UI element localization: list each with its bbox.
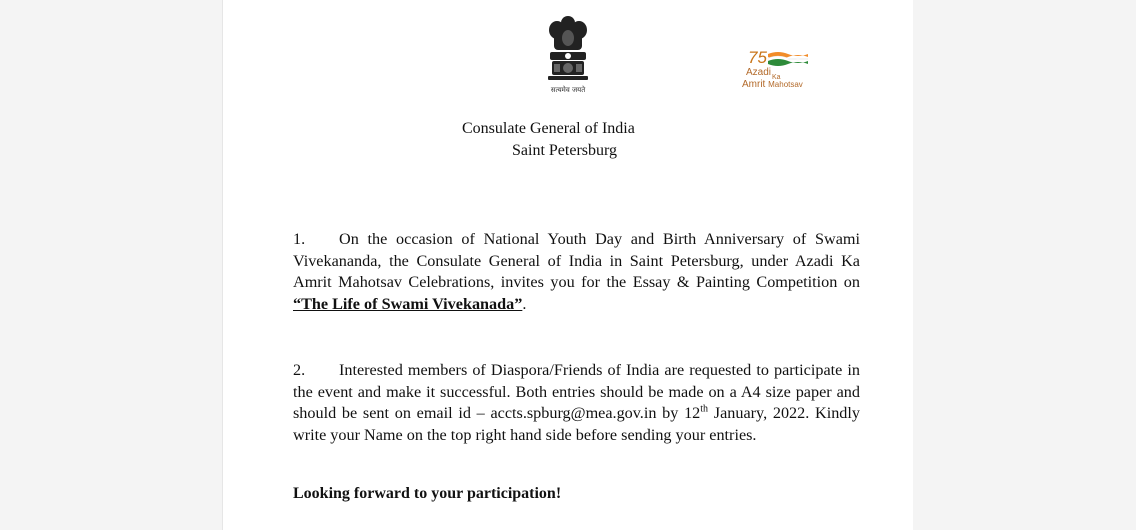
consulate-city: Saint Petersburg — [512, 142, 618, 159]
paragraph-2-text: Interested members of Diaspora/Friends of India are requested to participate in the event and make it successful. Both entries should be made on a A4 size paper and should be sent on email id – accts.spburg@mea.gov.in by 12 — [293, 361, 860, 422]
paragraph-2 — [293, 360, 860, 446]
paragraph-1 — [293, 229, 860, 315]
left-margin — [0, 0, 223, 530]
date-superscript: th — [700, 403, 709, 415]
emblem-motto: सत्यमेव जयते — [550, 86, 586, 94]
flag-wave-icon — [768, 50, 808, 66]
right-margin — [912, 0, 1136, 530]
logo-line-1: Azadi$_{Ka}$ — [746, 67, 781, 81]
paragraph-2-end: January, 2022. Kindly write your Name on the top right hand side before sending your entries. — [293, 404, 860, 444]
logo-number: 75 — [748, 48, 767, 67]
closing-line: Looking forward to your participation! — [293, 485, 562, 502]
consulate-name: Consulate General of India — [462, 120, 635, 137]
paragraph-1-end: . — [522, 294, 527, 313]
logo-line-2: Amrit Mahotsav — [742, 79, 803, 90]
azadi-ka-amrit-mahotsav-logo — [742, 48, 826, 96]
competition-title: “The Life of Swami Vivekanada” — [293, 294, 523, 313]
national-emblem-icon — [540, 14, 596, 94]
paragraph-1-text: On the occasion of National Youth Day and Birth Anniversary of Swami Vivekananda, the Consulate General of India in Saint Petersburg, under Azadi Ka Amrit Mahotsav Celebrations, invites you for the Essay & Painting Competition on — [293, 230, 860, 291]
paragraph-2-number: 2. — [293, 361, 306, 379]
paragraph-1-number: 1. — [293, 230, 306, 248]
